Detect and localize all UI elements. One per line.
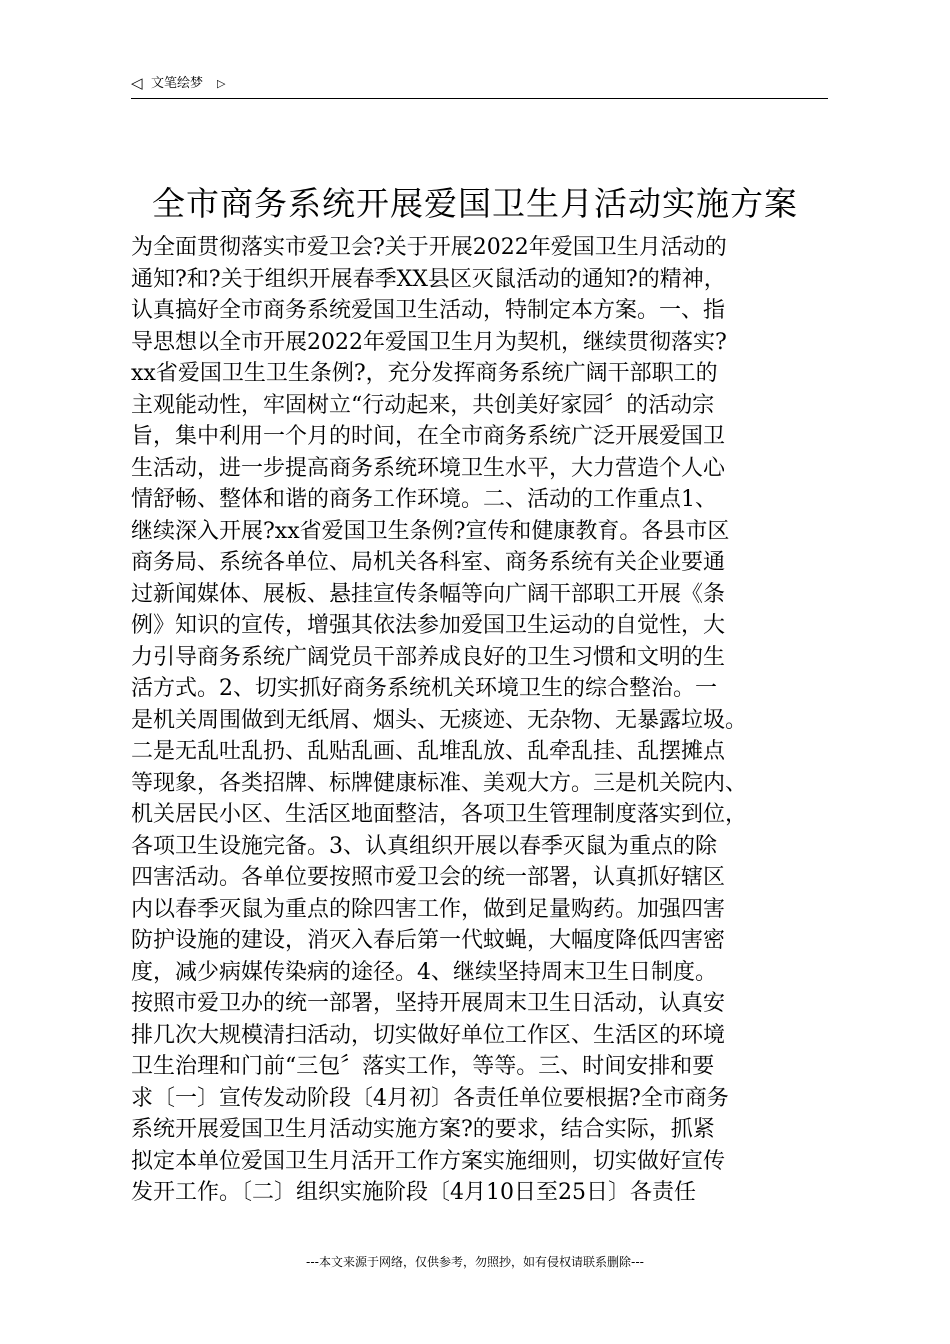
body-line: 活方式。2、切实抓好商务系统机关环境卫生的综合整治。一 — [131, 676, 717, 701]
body-line: 通知?和?关于组织开展春季XX县区灭鼠活动的通知?的精神， — [131, 266, 726, 292]
body-line: 内以春季灭鼠为重点的除四害工作，做到足量购药。加强四害 — [131, 896, 726, 922]
body-line: 主观能动性，牢固树立“行动起来，共创美好家园〞的活动宗 — [131, 392, 715, 418]
body-line: 继续深入开展?xx省爱国卫生条例?宣传和健康教育。各县市区 — [131, 518, 730, 544]
body-line: xx省爱国卫生卫生条例?，充分发挥商务系统广阔干部职工的 — [131, 361, 718, 386]
body-line: 二是无乱吐乱扔、乱贴乱画、乱堆乱放、乱牵乱挂、乱摆摊点 — [131, 739, 726, 764]
header-brand: 文笔绘梦 — [151, 76, 204, 91]
triangle-left-icon: ◁ — [131, 74, 143, 92]
body-line: 旨，集中利用一个月的时间，在全市商务系统广泛开展爱国卫 — [131, 424, 726, 449]
body-line: 情舒畅、整体和谐的商务工作环境。二、活动的工作重点1、 — [131, 487, 717, 512]
body-line: 度，减少病媒传染病的途径。4、继续坚持周末卫生日制度。 — [131, 959, 717, 985]
body-line: 导思想以全市开展2022年爱国卫生月为契机，继续贯彻落实? — [131, 329, 727, 355]
body-line: 机关居民小区、生活区地面整洁，各项卫生管理制度落实到位， — [131, 802, 748, 827]
body-line: 系统开展爱国卫生月活动实施方案?的要求，结合实际，抓紧 — [131, 1117, 715, 1142]
body-line: 过新闻媒体、展板、悬挂宣传条幅等向广阔干部职工开展《条 — [131, 581, 726, 607]
body-line: 为全面贯彻落实市爱卫会?关于开展2022年爱国卫生月活动的 — [131, 235, 727, 260]
body-line: 拟定本单位爱国卫生月活开工作方案实施细则，切实做好宣传 — [131, 1148, 726, 1174]
body-line: 按照市爱卫办的统一部署，坚持开展周末卫生日活动，认真安 — [131, 991, 726, 1016]
triangle-right-icon: ▷ — [217, 77, 226, 90]
body-line: 等现象，各类招牌、标牌健康标准、美观大方。三是机关院内、 — [131, 770, 748, 796]
body-line: 认真搞好全市商务系统爱国卫生活动，特制定本方案。一、指 — [131, 298, 726, 323]
body-line: 发开工作。〔二〕组织实施阶段〔4月10日至25日〕各责任 — [131, 1180, 696, 1205]
page-header — [131, 72, 828, 99]
document-body — [131, 232, 831, 1209]
body-line: 是机关周围做到无纸屑、烟头、无痰迹、无杂物、无暴露垃圾。 — [131, 707, 748, 733]
body-line: 例》知识的宣传，增强其依法参加爱国卫生运动的自觉性，大 — [131, 613, 726, 638]
body-line: 商务局、系统各单位、局机关各科室、商务系统有关企业要通 — [131, 550, 726, 575]
body-line: 力引导商务系统广阔党员干部养成良好的卫生习惯和文明的生 — [131, 644, 726, 670]
body-line: 防护设施的建设，消灭入春后第一代蚊蝇，大幅度降低四害密 — [131, 928, 726, 953]
body-line: 四害活动。各单位要按照市爱卫会的统一部署，认真抓好辖区 — [131, 865, 726, 890]
body-line: 求〔一〕宣传发动阶段〔4月初〕各责任单位要根据?全市商务 — [131, 1085, 729, 1111]
document-title: 全市商务系统开展爱国卫生月活动实施方案 — [152, 184, 798, 223]
body-line: 各项卫生设施完备。3、认真组织开展以春季灭鼠为重点的除 — [131, 833, 717, 859]
body-line: 生活动，进一步提高商务系统环境卫生水平，大力营造个人心 — [131, 455, 726, 481]
body-line: 卫生治理和门前“三包〞落实工作，等等。三、时间安排和要 — [131, 1054, 715, 1079]
page-footer: ---本文来源于网络，仅供参考，勿照抄，如有侵权请联系删除--- — [306, 1255, 644, 1269]
body-line: 排几次大规模清扫活动，切实做好单位工作区、生活区的环境 — [131, 1022, 726, 1048]
